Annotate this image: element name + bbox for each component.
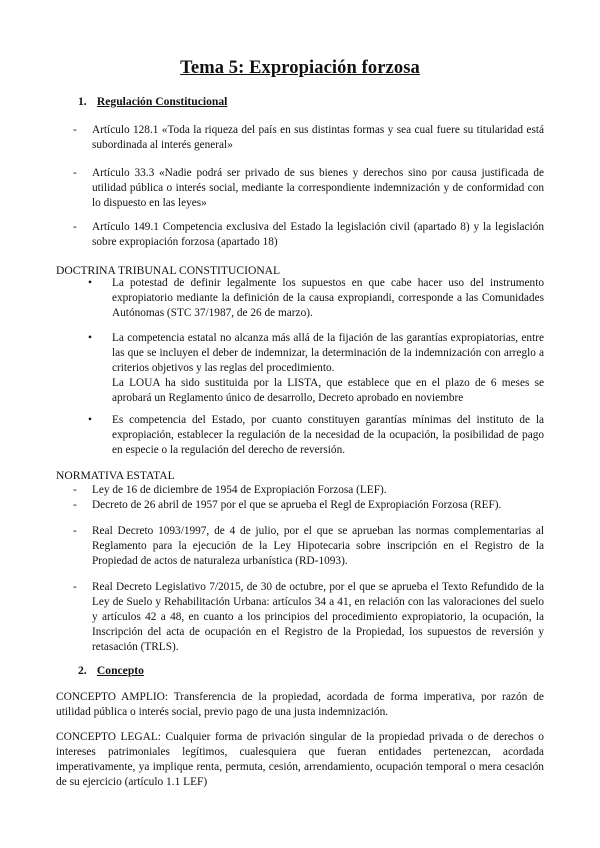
- section-number: 2.: [78, 664, 87, 677]
- paragraph-text: CONCEPTO AMPLIO: Transferencia de la propiedad, acordada de forma imperativa, por razón de utilidad pública o interés social, previo pago de una justa indemnización.: [56, 691, 544, 718]
- section-number: 1.: [78, 95, 87, 108]
- section-heading-regulacion: [78, 95, 227, 108]
- list-item-text: Real Decreto Legislativo 7/2015, de 30 de octubre, por el que se aprueba el Texto Refundido de la Ley de Suelo y Rehabilitación Urbana: artículos 34 a 41, en relación con las valoraciones del suelo y artículos 42 a 48, en cuanto a los principios del procedimiento expropiatorio, la ocupación, la Inscripción del acta de ocupación en el Registro de la Propiedad, los supuestos de reversión y retasación (TRLS).: [92, 581, 544, 653]
- list-item-text: Artículo 128.1 «Toda la riqueza del país en sus distintas formas y sea cual fuere su titularidad está subordinada al interés general»: [92, 124, 544, 151]
- doctrina-heading: DOCTRINA TRIBUNAL CONSTITUCIONAL: [56, 264, 281, 277]
- list-item-text: Es competencia del Estado, por cuanto constituyen garantías mínimas del instituto de la expropiación, establecer la regulación de la necesidad de la ocupación, la posibilidad de pago en especie o la regulación del derecho de reversión.: [112, 414, 544, 456]
- list-item: [73, 498, 544, 513]
- list-item-text: Artículo 149.1 Competencia exclusiva del Estado la legislación civil (apartado 8) y la legislación sobre expropiación forzosa (apartado 18): [92, 221, 544, 248]
- list-item: [88, 331, 544, 406]
- list-item: [88, 413, 544, 458]
- list-item: [73, 220, 544, 250]
- bullet-marker: •: [88, 414, 92, 426]
- list-item: [73, 580, 544, 655]
- list-marker: -: [73, 221, 77, 233]
- list-item: [73, 123, 544, 153]
- list-item: [73, 166, 544, 211]
- list-item-text: Ley de 16 de diciembre de 1954 de Expropiación Forzosa (LEF).: [92, 484, 387, 496]
- list-marker: -: [73, 124, 77, 136]
- paragraph-text: CONCEPTO LEGAL: Cualquier forma de privación singular de la propiedad privada o de derechos o intereses patrimoniales legítimos, cualesquiera que fueran entidades pertenezcan, acordada imperativamente, ya implique renta, permuta, cesión, arrendamiento, ocupación temporal o mera cesación de su ejercicio (artículo 1.1 LEF): [56, 731, 544, 788]
- list-item-text: Decreto de 26 abril de 1957 por el que se aprueba el Regl de Expropiación Forzosa (REF).: [92, 499, 502, 511]
- list-item-text: La competencia estatal no alcanza más allá de la fijación de las garantías expropiatorias, entre las que se incluyen el deber de indemnizar, la determinación de la indemnización con arreglo a criterios objetivos y las reglas del procedimiento.: [112, 332, 544, 374]
- list-marker: -: [73, 499, 77, 511]
- list-marker: -: [73, 484, 77, 496]
- list-marker: -: [73, 167, 77, 179]
- bullet-marker: •: [88, 277, 92, 289]
- bullet-marker: •: [88, 332, 92, 344]
- list-item-text: Artículo 33.3 «Nadie podrá ser privado de sus bienes y derechos sino por causa justificada de utilidad pública o interés social, mediante la correspondiente indemnización y de conformidad con lo dispuesto en las leyes»: [92, 167, 544, 209]
- list-item: [88, 276, 544, 321]
- list-item-note: La LOUA ha sido sustituida por la LISTA, que establece que en el plazo de 6 meses se aprobará un Reglamento único de desarrollo, Decreto aprobado en noviembre: [112, 377, 544, 404]
- list-marker: -: [73, 525, 77, 537]
- list-item: [73, 483, 544, 498]
- section-heading-concepto: [78, 664, 144, 677]
- list-item-text: La potestad de definir legalmente los supuestos en que cabe hacer uso del instrumento expropiatorio mediante la definición de la causa expropiandi, corresponde a las Comunidades Autónomas (STC 37/1987, de 26 de marzo).: [112, 277, 544, 319]
- list-item: [73, 524, 544, 569]
- concepto-amplio-paragraph: [56, 690, 544, 720]
- document-title: Tema 5: Expropiación forzosa: [180, 58, 420, 78]
- section-label: Regulación Constitucional: [96, 95, 228, 108]
- normativa-heading: NORMATIVA ESTATAL: [56, 469, 175, 482]
- concepto-legal-paragraph: [56, 730, 544, 790]
- section-label: Concepto: [96, 664, 144, 677]
- list-marker: -: [73, 581, 77, 593]
- list-item-text: Real Decreto 1093/1997, de 4 de julio, por el que se aprueban las normas complementarias al Reglamento para la ejecución de la Ley Hipotecaria sobre inscripción en el Registro de la Propiedad de actos de naturaleza urbanística (RD-1093).: [92, 525, 544, 567]
